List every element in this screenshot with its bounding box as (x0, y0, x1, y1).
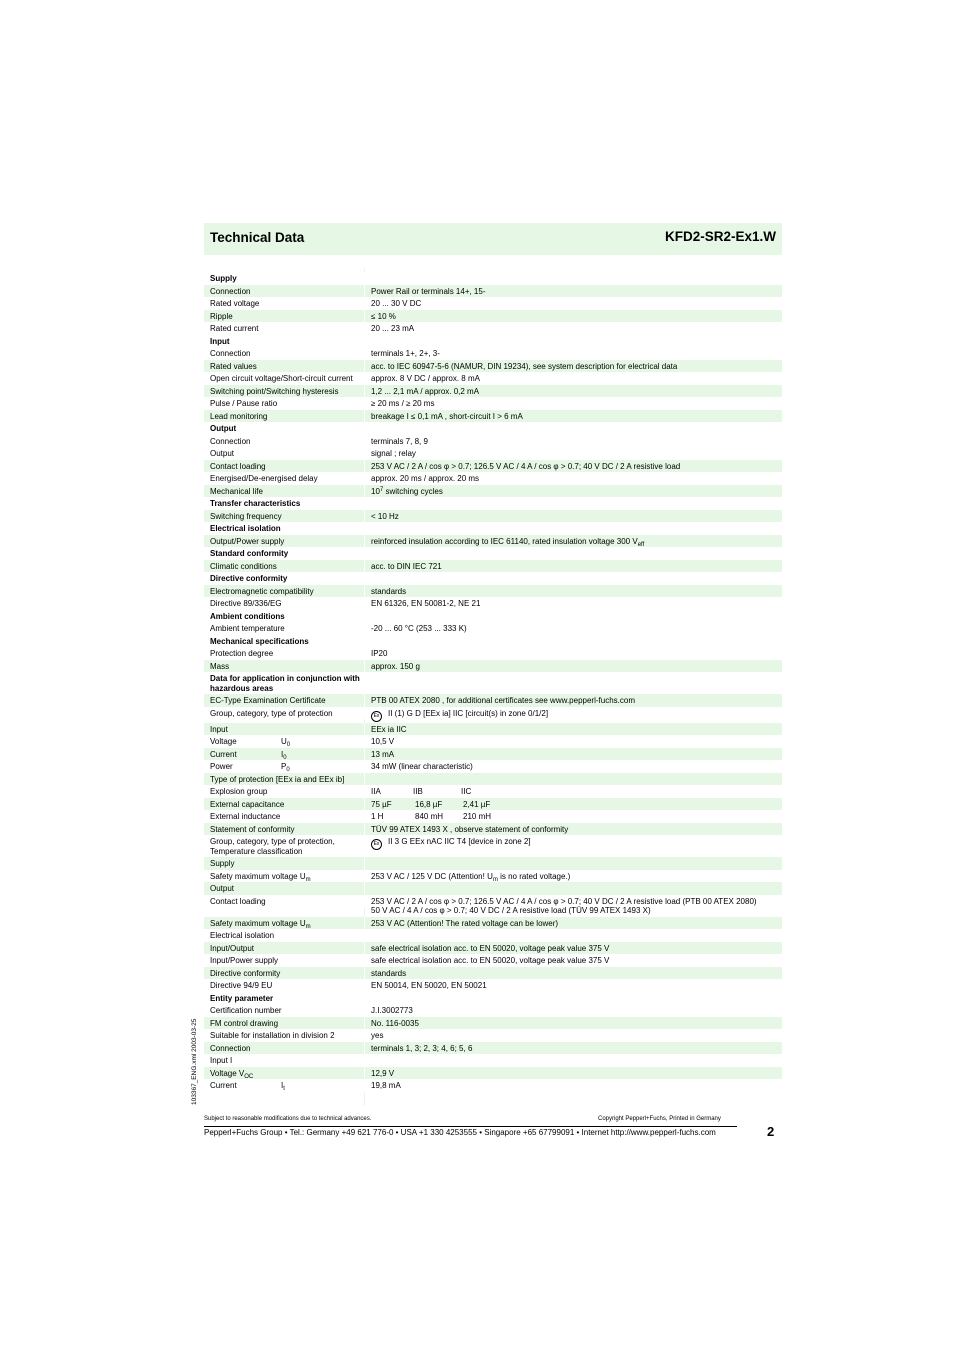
ex-protection-icon: Ex (371, 711, 382, 722)
table-row: Connection terminals 1, 3; 2, 3; 4, 6; 5, 6 (204, 1042, 782, 1055)
section-header: Directive conformity (204, 572, 782, 585)
table-row: Rated current 20 ... 23 mA (204, 322, 782, 335)
table-row: Explosion group IIA IIB IIC (204, 785, 782, 798)
table-row: External capacitance 75 µF 16,8 µF 2,41 µF (204, 798, 782, 811)
table-row: Switching frequency < 10 Hz (204, 510, 782, 523)
section-header: Standard conformity (204, 547, 782, 560)
table-row: Current $I_t$ 19,8 mA (204, 1079, 782, 1092)
table-row: External inductance 1 H 840 mH 210 mH (204, 810, 782, 823)
section-header: Input (204, 335, 782, 348)
document-id-vertical: 103367_ENG.xml 2003-03-25 (191, 1018, 198, 1105)
ex-protection-icon: Ex (371, 839, 382, 850)
table-row: Supply (204, 857, 782, 870)
section-header: Supply (204, 272, 782, 285)
section-header: Mechanical specifications (204, 635, 782, 648)
table-row: Output signal ; relay (204, 447, 782, 460)
table-row: Output (204, 882, 782, 895)
table-row: Mass approx. 150 g (204, 660, 782, 673)
section-header: Ambient conditions (204, 610, 782, 623)
table-row: Safety maximum voltage $U_m$ 253 V AC (Attention! The rated voltage can be lower) (204, 917, 782, 930)
section-header: Transfer characteristics (204, 497, 782, 510)
table-row: Contact loading 253 V AC / 2 A / cos φ > 0.7; 126.5 V AC / 4 A / cos φ > 0.7; 40 V DC / 2 A resistive load (204, 460, 782, 473)
spec-table (204, 272, 782, 1092)
model-number: KFD2-SR2-Ex1.W (664, 229, 776, 244)
table-row: FM control drawing No. 116-0035 (204, 1017, 782, 1030)
table-row: Type of protection [EEx ia and EEx ib] (204, 773, 782, 786)
section-header: Electrical isolation (204, 522, 782, 535)
table-row: EC-Type Examination Certificate PTB 00 ATEX 2080 , for additional certificates see www.pepperl-fuchs.com (204, 694, 782, 707)
table-row: Suitable for installation in division 2 yes (204, 1029, 782, 1042)
page-title: Technical Data (210, 230, 305, 245)
table-row: Ripple ≤ 10 % (204, 310, 782, 323)
section-header: Output (204, 422, 782, 435)
table-row: Input I (204, 1054, 782, 1067)
table-row: Directive conformity standards (204, 967, 782, 980)
table-row: Electrical isolation (204, 929, 782, 942)
table-row: Connection terminals 1+, 2+, 3- (204, 347, 782, 360)
table-row: Input/Output safe electrical isolation acc. to EN 50020, voltage peak value 375 V (204, 942, 782, 955)
header-bar (204, 223, 782, 255)
table-row: Group, category, type of protection Ex II (1) G D [EEx ia] IIC [circuit(s) in zone 0/1/2] (204, 707, 782, 723)
section-header: Data for application in conjunction with hazardous areas (204, 672, 782, 694)
table-row: Safety maximum voltage $U_m$ 253 V AC / 125 V DC (Attention! $U_m$ is no rated voltage.) (204, 870, 782, 883)
table-row: Group, category, type of protection, Temperature classification Ex II 3 G EEx nAC IIC T4 [device in zone 2] (204, 835, 782, 857)
table-row: Lead monitoring breakage I ≤ 0,1 mA , short-circuit I > 6 mA (204, 410, 782, 423)
table-row: Switching point/Switching hysteresis 1,2 ... 2,1 mA / approx. 0,2 mA (204, 385, 782, 398)
table-row: Statement of conformity TÜV 99 ATEX 1493 X , observe statement of conformity (204, 823, 782, 836)
table-row: Energised/De-energised delay approx. 20 ms / approx. 20 ms (204, 472, 782, 485)
table-row: Pulse / Pause ratio ≥ 20 ms / ≥ 20 ms (204, 397, 782, 410)
table-row: Input/Power supply safe electrical isolation acc. to EN 50020, voltage peak value 375 V (204, 954, 782, 967)
table-row: Output/Power supply reinforced insulation according to IEC 61140, rated insulation voltage 300 $V_{eff}$ (204, 535, 782, 548)
footer-divider (204, 1126, 737, 1127)
table-row: Mechanical life $10^7$ switching cycles (204, 485, 782, 498)
table-row: Connection Power Rail or terminals 14+, 15- (204, 285, 782, 298)
table-row: Input EEx ia IIC (204, 723, 782, 736)
table-row: Connection terminals 7, 8, 9 (204, 435, 782, 448)
table-row: Protection degree IP20 (204, 647, 782, 660)
table-row: Directive 89/336/EG EN 61326, EN 50081-2, NE 21 (204, 597, 782, 610)
table-row: Voltage $U_0$ 10,5 V (204, 735, 782, 748)
table-row: Electromagnetic compatibility standards (204, 585, 782, 598)
table-row: Open circuit voltage/Short-circuit current approx. 8 V DC / approx. 8 mA (204, 372, 782, 385)
section-header: Entity parameter (204, 992, 782, 1005)
table-row: Rated voltage 20 ... 30 V DC (204, 297, 782, 310)
table-row: Power $P_0$ 34 mW (linear characteristic) (204, 760, 782, 773)
table-row: Certification number J.I.3002773 (204, 1004, 782, 1017)
table-row: Directive 94/9 EU EN 50014, EN 50020, EN 50021 (204, 979, 782, 992)
table-row: Contact loading 253 V AC / 2 A / cos φ > 0.7; 126.5 V AC / 4 A / cos φ > 0.7; 40 V DC / 2 A resistive load (PTB 00 ATEX 2080) 50 V AC / 4 A / cos φ > 0.7; 40 V DC / 2 A resistive load (TÜV 99 ATEX 1493 X) (204, 895, 782, 917)
footer-contact: Pepperl+Fuchs Group • Tel.: Germany +49 621 776-0 • USA +1 330 4253555 • Singapore +65 67799091 • Internet http://www.pepperl-fuchs.com (204, 1128, 716, 1137)
table-row: Climatic conditions acc. to DIN IEC 721 (204, 560, 782, 573)
footer-disclaimer: Subject to reasonable modifications due to technical advances. (204, 1116, 372, 1122)
footer-copyright: Copyright Pepperl+Fuchs, Printed in Germany (598, 1116, 721, 1122)
table-row: Rated values acc. to IEC 60947-5-6 (NAMUR, DIN 19234), see system description for electrical data (204, 360, 782, 373)
page-number: 2 (767, 1124, 775, 1139)
table-row: Voltage $V_{OC}$ 12,9 V (204, 1067, 782, 1080)
table-row: Ambient temperature -20 ... 60 °C (253 ... 333 K) (204, 622, 782, 635)
table-row: Current $I_0$ 13 mA (204, 748, 782, 761)
